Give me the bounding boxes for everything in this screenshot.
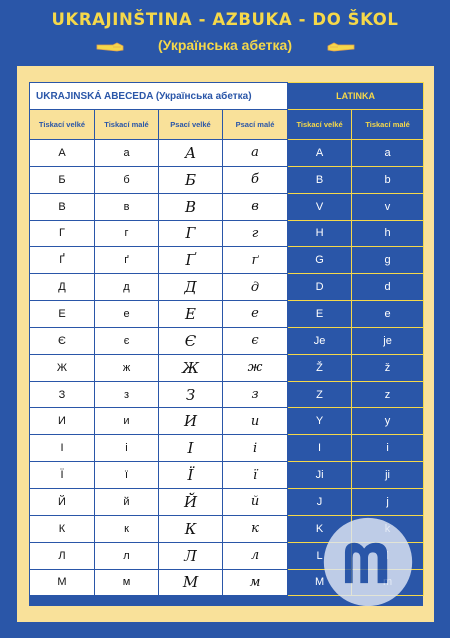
table-cell: и — [223, 408, 288, 435]
table-cell: h — [352, 220, 424, 247]
table-cell: б — [223, 166, 288, 193]
column-header: Tiskací malé — [95, 110, 159, 140]
table-cell: З — [159, 381, 223, 408]
table-cell: Й — [30, 488, 95, 515]
table-cell: е — [223, 301, 288, 328]
table-cell: з — [95, 381, 159, 408]
table-cell: И — [159, 408, 223, 435]
table-cell: К — [159, 515, 223, 542]
table-cell: Ji — [288, 462, 352, 489]
table-row — [30, 247, 424, 274]
table-cell: ж — [95, 354, 159, 381]
table-cell: б — [95, 166, 159, 193]
table-cell: М — [30, 569, 95, 596]
table-cell: з — [223, 381, 288, 408]
table-cell: je — [352, 327, 424, 354]
column-header: Psací velké — [159, 110, 223, 140]
table-cell: й — [95, 488, 159, 515]
table-row — [30, 488, 424, 515]
table-cell: Ž — [288, 354, 352, 381]
table-cell: ji — [352, 462, 424, 489]
table-cell: м — [95, 569, 159, 596]
table-cell: в — [223, 193, 288, 220]
table-cell: v — [352, 193, 424, 220]
table-cell: а — [223, 140, 288, 167]
section-latin: LATINKA — [288, 83, 424, 110]
table-cell: Є — [30, 327, 95, 354]
table-cell: A — [288, 140, 352, 167]
table-cell: л — [223, 542, 288, 569]
table-cell: ž — [352, 354, 424, 381]
table-cell: ґ — [223, 247, 288, 274]
table-cell: Ґ — [30, 247, 95, 274]
table-cell: a — [352, 140, 424, 167]
table-cell: B — [288, 166, 352, 193]
table-cell: и — [95, 408, 159, 435]
table-cell: Ґ — [159, 247, 223, 274]
table-row — [30, 220, 424, 247]
table-cell: M — [288, 569, 352, 596]
page-subtitle: (Українська абетка) — [158, 37, 292, 53]
table-cell: Е — [30, 301, 95, 328]
table-cell: г — [95, 220, 159, 247]
table-cell: Ї — [30, 462, 95, 489]
table-cell: ґ — [95, 247, 159, 274]
table-cell: і — [95, 435, 159, 462]
table-cell: Й — [159, 488, 223, 515]
table-cell: і — [223, 435, 288, 462]
table-row — [30, 193, 424, 220]
column-header: Tiskací velké — [30, 110, 95, 140]
table-cell: Г — [30, 220, 95, 247]
page-title: UKRAJINŠTINA - AZBUKA - DO ŠKOL — [51, 10, 399, 29]
table-cell: Є — [159, 327, 223, 354]
table-cell: L — [288, 542, 352, 569]
table-cell: H — [288, 220, 352, 247]
table-cell: І — [159, 435, 223, 462]
column-header-row — [30, 110, 424, 140]
table-cell: В — [30, 193, 95, 220]
section-ukrainian-suffix: (Українська абетка) — [153, 90, 252, 102]
pointing-hand-icon — [95, 41, 125, 53]
table-cell: y — [352, 408, 424, 435]
table-row — [30, 327, 424, 354]
table-cell: І — [30, 435, 95, 462]
section-ukrainian-label: UKRAJINSKÁ ABECEDA — [36, 90, 154, 102]
table-cell: Je — [288, 327, 352, 354]
table-cell: j — [352, 488, 424, 515]
table-row — [30, 301, 424, 328]
column-header: Psací malé — [223, 110, 288, 140]
table-cell: D — [288, 274, 352, 301]
table-cell: Z — [288, 381, 352, 408]
table-cell: J — [288, 488, 352, 515]
section-header-row — [30, 83, 424, 110]
table-cell: д — [95, 274, 159, 301]
column-header: Tiskací malé — [352, 110, 424, 140]
table-cell: z — [352, 381, 424, 408]
table-cell: Б — [30, 166, 95, 193]
table-cell: И — [30, 408, 95, 435]
table-cell: ж — [223, 354, 288, 381]
table-cell: в — [95, 193, 159, 220]
table-cell: ї — [223, 462, 288, 489]
table-cell: г — [223, 220, 288, 247]
table-cell: є — [223, 327, 288, 354]
section-ukrainian — [30, 83, 288, 110]
column-header: Tiskací velké — [288, 110, 352, 140]
table-cell: Е — [159, 301, 223, 328]
table-row — [30, 166, 424, 193]
table-row — [30, 381, 424, 408]
table-cell: є — [95, 327, 159, 354]
table-cell: А — [159, 140, 223, 167]
table-cell: g — [352, 247, 424, 274]
table-cell: Д — [159, 274, 223, 301]
table-row — [30, 140, 424, 167]
table-row — [30, 408, 424, 435]
table-cell: й — [223, 488, 288, 515]
table-cell: Ї — [159, 462, 223, 489]
table-cell: b — [352, 166, 424, 193]
table-cell: ї — [95, 462, 159, 489]
table-cell: i — [352, 435, 424, 462]
table-cell: л — [95, 542, 159, 569]
publisher-logo-icon — [320, 514, 416, 610]
table-cell: Л — [30, 542, 95, 569]
table-cell: I — [288, 435, 352, 462]
table-row — [30, 462, 424, 489]
table-cell: d — [352, 274, 424, 301]
table-cell: Y — [288, 408, 352, 435]
table-cell: Д — [30, 274, 95, 301]
table-cell: З — [30, 381, 95, 408]
table-cell: К — [30, 515, 95, 542]
table-cell: В — [159, 193, 223, 220]
table-cell: а — [95, 140, 159, 167]
table-cell: Ж — [159, 354, 223, 381]
table-cell: м — [223, 569, 288, 596]
table-cell: А — [30, 140, 95, 167]
table-cell: V — [288, 193, 352, 220]
table-cell: М — [159, 569, 223, 596]
table-cell: E — [288, 301, 352, 328]
table-cell: Б — [159, 166, 223, 193]
table-cell: Л — [159, 542, 223, 569]
table-cell: e — [352, 301, 424, 328]
page-header — [0, 0, 450, 62]
table-cell: е — [95, 301, 159, 328]
table-cell: к — [223, 515, 288, 542]
table-row — [30, 435, 424, 462]
table-cell: Ж — [30, 354, 95, 381]
pointing-hand-icon — [326, 41, 356, 53]
table-cell: к — [95, 515, 159, 542]
table-row — [30, 274, 424, 301]
table-cell: G — [288, 247, 352, 274]
table-cell: д — [223, 274, 288, 301]
table-cell: K — [288, 515, 352, 542]
table-cell: Г — [159, 220, 223, 247]
table-row — [30, 354, 424, 381]
